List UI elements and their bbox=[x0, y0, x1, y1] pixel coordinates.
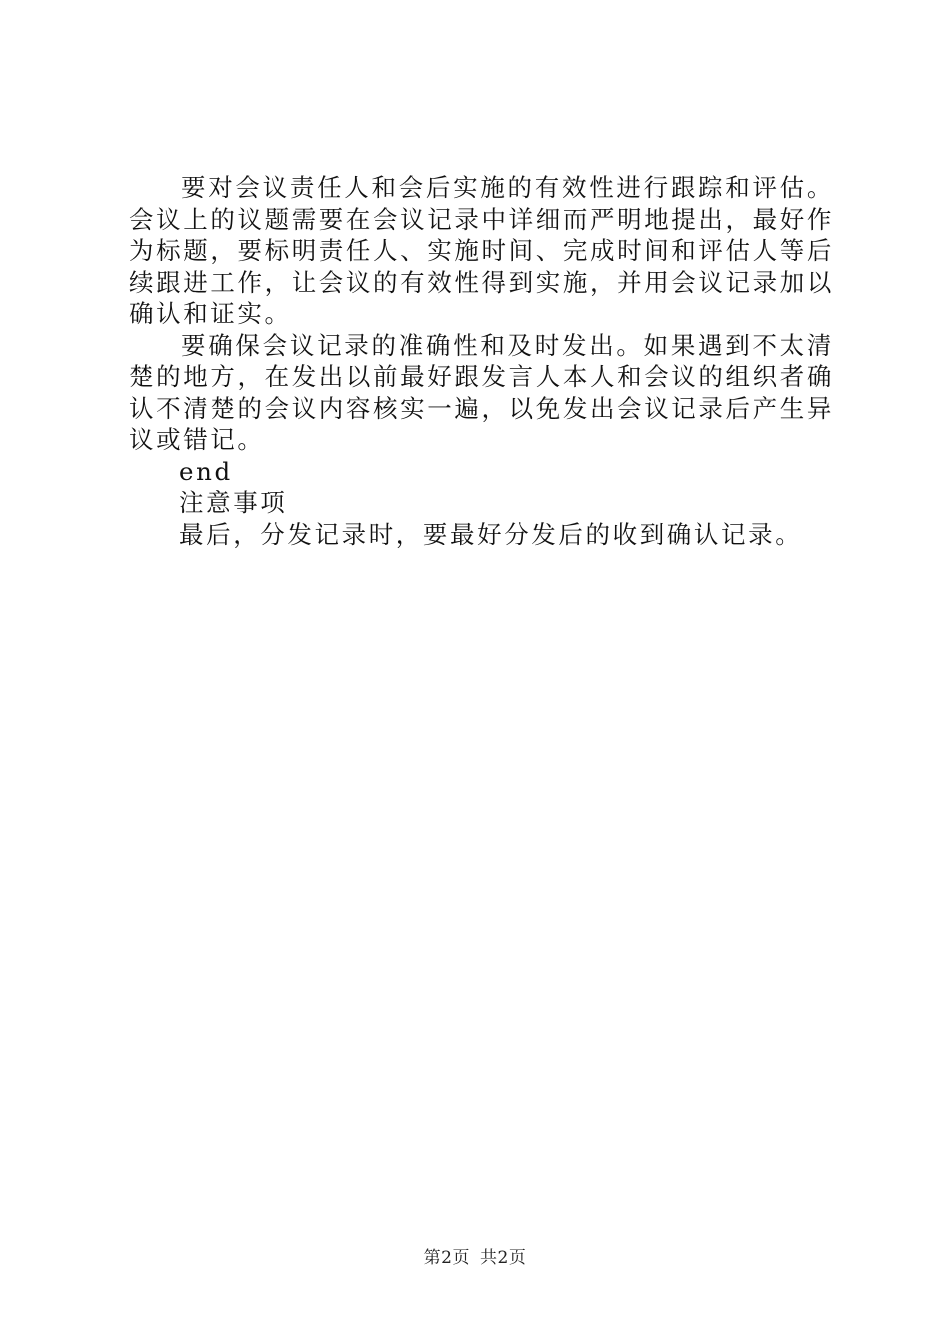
notes-text: 最后，分发记录时，要最好分发后的收到确认记录。 bbox=[179, 519, 803, 549]
paragraph-accuracy: 要确保会议记录的准确性和及时发出。如果遇到不太清楚的地方，在发出以前最好跟发言人本人和会议的组织者确认不清楚的会议内容核实一遍，以免发出会议记录后产生异议或错记。 bbox=[129, 330, 834, 454]
notes-heading: 注意事项 bbox=[179, 488, 288, 517]
paragraph-follow-up: 要对会议责任人和会后实施的有效性进行跟踪和评估。会议上的议题需要在会议记录中详细而严明地提出，最好作为标题，要标明责任人、实施时间、完成时间和评估人等后续跟进工作，让会议的有效性得到实施，并用会议记录加以确认和证实。 bbox=[129, 173, 834, 328]
document-body bbox=[129, 172, 834, 550]
page-total: 共2页 bbox=[480, 1248, 527, 1268]
page-number: 第2页 bbox=[423, 1248, 470, 1268]
page-footer bbox=[0, 1243, 950, 1268]
end-marker: end bbox=[179, 456, 233, 486]
